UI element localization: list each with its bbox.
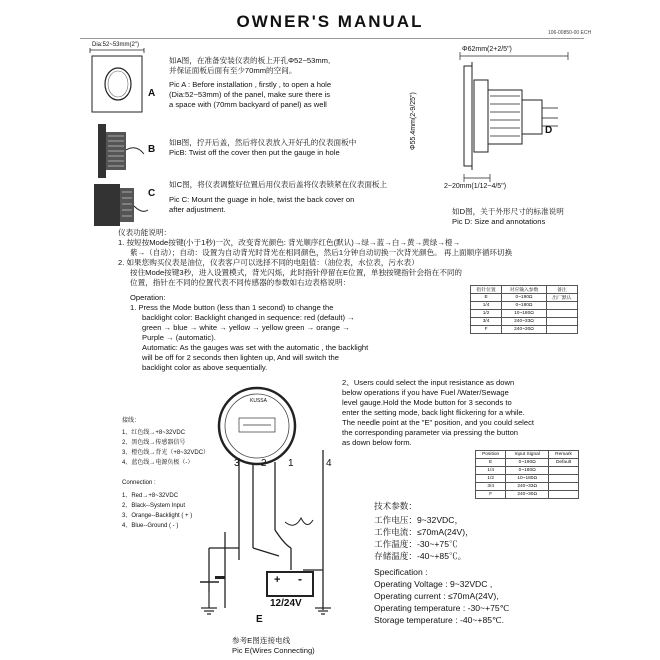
table-cell xyxy=(546,302,577,310)
operation-line4: Purple → (automatic). xyxy=(142,333,216,342)
input-resistance-line7: as down below form. xyxy=(342,438,412,447)
fig-b-gauge-illustration xyxy=(88,120,150,182)
table-cell: 240~30Ω xyxy=(502,326,547,334)
table-row xyxy=(476,491,579,499)
fig-d-dim-bottom: 2~20mm(1/12~4/5") xyxy=(444,183,507,190)
table-cell: 240~33Ω xyxy=(506,483,549,491)
fig-a-en-line1: Pic A : Before installation , firstly , to open a hole xyxy=(169,80,332,89)
wiring-en-item: 3、Orange--Backlight ( + ) xyxy=(122,513,193,519)
cn-instructions-heading: 仪表功能说明： xyxy=(118,228,172,237)
cn-instructions-line3: 2. 如果您购买仪表是油位，仪表客户可以选择不同的电阻值：（油位表，水位表，污水表） xyxy=(118,258,419,267)
operation-line7: backlight color as above sequentially. xyxy=(142,363,268,372)
table-cell: 3/4 xyxy=(471,318,502,326)
table-cell xyxy=(549,475,579,483)
table-cell: 1/2 xyxy=(471,310,502,318)
input-resistance-line5: The needle point at the "E" position, and you could select xyxy=(342,418,534,427)
table-cell: 1/4 xyxy=(476,467,506,475)
wiring-cn-item: 3、橙色线→背光（+8~32VDC） xyxy=(122,450,210,456)
table-cell: 10~180Ω xyxy=(502,310,547,318)
specs-cn-heading: 技术参数： xyxy=(374,501,417,511)
fig-e-letter: E xyxy=(256,614,263,625)
table-cell xyxy=(546,318,577,326)
header-rule xyxy=(80,38,584,39)
table-cell: 1/4 xyxy=(471,302,502,310)
table-cell xyxy=(549,467,579,475)
input-resistance-line1: 2、Users could select the input resistance as down xyxy=(342,378,515,387)
table-header-cell: 对应输入参数 xyxy=(502,286,547,294)
specs-en-heading: Specification : xyxy=(374,567,428,577)
wire-number-label: 1 xyxy=(288,458,294,469)
table-header-cell: 备注 xyxy=(546,286,577,294)
manual-title: OWNER'S MANUAL xyxy=(236,12,424,31)
operation-line5: Automatic: As the gauges was set with the automatic , the backlight xyxy=(142,343,369,352)
table-cell: 0~190Ω xyxy=(506,459,549,467)
table-cell: Default xyxy=(549,459,579,467)
table-row xyxy=(471,294,578,302)
fig-d-dim-top: Φ62mm(2+2/5") xyxy=(462,46,512,53)
fig-c-mount-illustration xyxy=(86,180,152,232)
table-cell: 3/4 xyxy=(476,483,506,491)
table-header-cell: Input Signal xyxy=(506,451,549,459)
table-row xyxy=(471,310,578,318)
operation-line2: backlight color: Backlight changed in sequence: red (default) → xyxy=(142,313,355,322)
table-cell: E xyxy=(476,459,506,467)
cn-instructions-line1: 1. 按短按Mode按键(小于1秒)一次，改变背光颜色: 背光顺序红色(默认)→绿→蓝→白→黄→黄绿→橙→ xyxy=(118,238,461,247)
table-cell: 0~180Ω xyxy=(506,467,549,475)
operation-line6: will be off for 2 seconds then lighten up, And will switch the xyxy=(142,353,339,362)
table-row xyxy=(476,483,579,491)
table-cell: F xyxy=(471,326,502,334)
cn-instructions-line5: 位置，指针在不同的位置代表不同传感器的参数如右边表格说明： xyxy=(130,278,351,287)
input-resistance-line3: level gauge.Hold the Mode button for 3 seconds to xyxy=(342,398,512,407)
wiring-en-item: 1、Red→+8~32VDC xyxy=(122,493,179,499)
input-resistance-line2: below operations if you have Fuel /Water/Sewage xyxy=(342,388,509,397)
table-header-row xyxy=(471,286,578,294)
fig-a-letter: A xyxy=(148,88,156,99)
fig-d-profile-illustration xyxy=(430,52,580,192)
fig-b-letter: B xyxy=(148,144,156,155)
fig-a-dimension: Dia:52~53mm(2") xyxy=(92,42,139,48)
fig-d-en: Pic D: Size and annotations xyxy=(452,217,546,226)
table-row xyxy=(476,467,579,475)
document-code: 106-00850-00 ECH xyxy=(548,30,592,36)
table-cell: 240~30Ω xyxy=(506,491,549,499)
table-cell: E xyxy=(471,294,502,302)
wire-number-label: 2 xyxy=(261,458,267,469)
table-cell: 0~180Ω xyxy=(502,302,547,310)
specs-en-line: Storage temperature : -40~+85℃. xyxy=(374,615,505,625)
gauge-brand-label: KUSSA xyxy=(250,398,267,404)
fig-e-caption-en: Pic E(Wires Connecting) xyxy=(232,646,315,655)
table-row xyxy=(471,302,578,310)
en-resistance-table xyxy=(475,450,579,499)
fig-a-cn-line1: 如A图，在准备安装仪表的板上开孔Φ52~53mm, xyxy=(169,56,331,65)
fig-d-cn: 如D图，关于外形尺寸的标准说明 xyxy=(452,207,564,216)
wiring-cn-item: 1、红色线→+8~32VDC xyxy=(122,430,186,436)
fig-a-en-line2: (Dia:52~53mm) of the panel, make sure there is xyxy=(169,90,331,99)
wiring-en-item: 4、Blue--Ground ( - ) xyxy=(122,523,179,529)
wiring-en-item: 2、Black--System Input xyxy=(122,503,186,509)
fig-a-panel-illustration xyxy=(86,48,148,116)
table-cell xyxy=(546,326,577,334)
fig-c-cn: 如C图，将仪表调整好位置后用仪表后盖将仪表锁紧在仪表面板上 xyxy=(169,180,388,189)
specs-en-line: Operating current : ≤70mA(24V), xyxy=(374,591,499,601)
operation-line3: green → blue → white → yellow → yellow green → orange → xyxy=(142,323,350,332)
wiring-en-heading: Connection : xyxy=(122,480,156,486)
fig-c-en-line2: after adjustment. xyxy=(169,205,226,214)
table-header-row xyxy=(476,451,579,459)
wire-number-label: 3 xyxy=(234,458,240,469)
table-cell: 240~33Ω xyxy=(502,318,547,326)
specs-en-line: Operating temperature : -30~+75℃ xyxy=(374,603,510,613)
table-cell: 出厂默认 xyxy=(546,294,577,302)
table-cell xyxy=(549,491,579,499)
fig-a-en-line3: a space with (70mm backyard of panel) as well xyxy=(169,100,327,109)
wire-number-label: 4 xyxy=(326,458,332,469)
specs-en-line: Operating Voltage : 9~32VDC , xyxy=(374,579,493,589)
battery-plus-sign: + xyxy=(274,574,281,586)
fig-c-letter: C xyxy=(148,188,156,199)
table-row xyxy=(471,326,578,334)
specs-cn-line: 工作温度：-30~+75℃ xyxy=(374,539,458,549)
table-cell: 0~190Ω xyxy=(502,294,547,302)
table-cell: F xyxy=(476,491,506,499)
fig-b-en: PicB: Twist off the cover then put the gauge in hole xyxy=(169,148,340,157)
wiring-cn-item: 4、蓝色线→电源负极（-） xyxy=(122,460,194,466)
specs-cn-line: 工作电流：≤70mA(24V)， xyxy=(374,527,474,537)
fig-a-cn-line2: 并保证面板后面有至少70mm的空间。 xyxy=(169,66,297,75)
table-cell: 10~180Ω xyxy=(506,475,549,483)
cn-instructions-line4: 按住Mode按键3秒，进入设置模式，背光闪烁，此时指针停留在E位置，单独按键指针会指在不同的 xyxy=(130,268,463,277)
specs-cn-line: 存储温度：-40~+85℃。 xyxy=(374,551,467,561)
wiring-cn-item: 2、黑色线→传感器信号 xyxy=(122,440,186,446)
table-header-cell: Remark xyxy=(549,451,579,459)
battery-minus-sign: - xyxy=(298,572,302,586)
table-row xyxy=(476,475,579,483)
fig-b-cn: 如B图，拧开后盖，然后将仪表放入开好孔的仪表面板中 xyxy=(169,138,357,147)
operation-heading: Operation: xyxy=(130,293,166,302)
fig-c-en-line1: Pic C: Mount the guage in hole, twist the back cover on xyxy=(169,195,355,204)
cn-resistance-table xyxy=(470,285,578,334)
specs-cn-line: 工作电压：9~32VDC， xyxy=(374,515,464,525)
table-row xyxy=(471,318,578,326)
fig-d-letter: D xyxy=(545,125,553,136)
input-resistance-line6: the corresponding parameter via pressing the button xyxy=(342,428,519,437)
wiring-cn-heading: 接线： xyxy=(122,418,141,424)
battery-voltage-label: 12/24V xyxy=(270,598,302,609)
table-header-cell: Position xyxy=(476,451,506,459)
input-resistance-line4: enter the setting mode, back light flickering for a while. xyxy=(342,408,525,417)
table-cell xyxy=(546,310,577,318)
table-cell xyxy=(549,483,579,491)
cn-instructions-line2: 紫→（自动）；自动：设置为自动背光时背光在相同颜色，然后1分钟自动切换一次背光颜色。 再上面顺序循环切换 xyxy=(130,248,513,257)
table-cell: 1/2 xyxy=(476,475,506,483)
fig-e-caption-cn: 参考E图连接电线 xyxy=(232,636,291,645)
table-row xyxy=(476,459,579,467)
operation-line1: 1. Press the Mode button (less than 1 second) to change the xyxy=(130,303,334,312)
fig-d-dim-side: Φ55.4mm(2-9/25") xyxy=(410,92,417,150)
table-header-cell: 指针位置 xyxy=(471,286,502,294)
